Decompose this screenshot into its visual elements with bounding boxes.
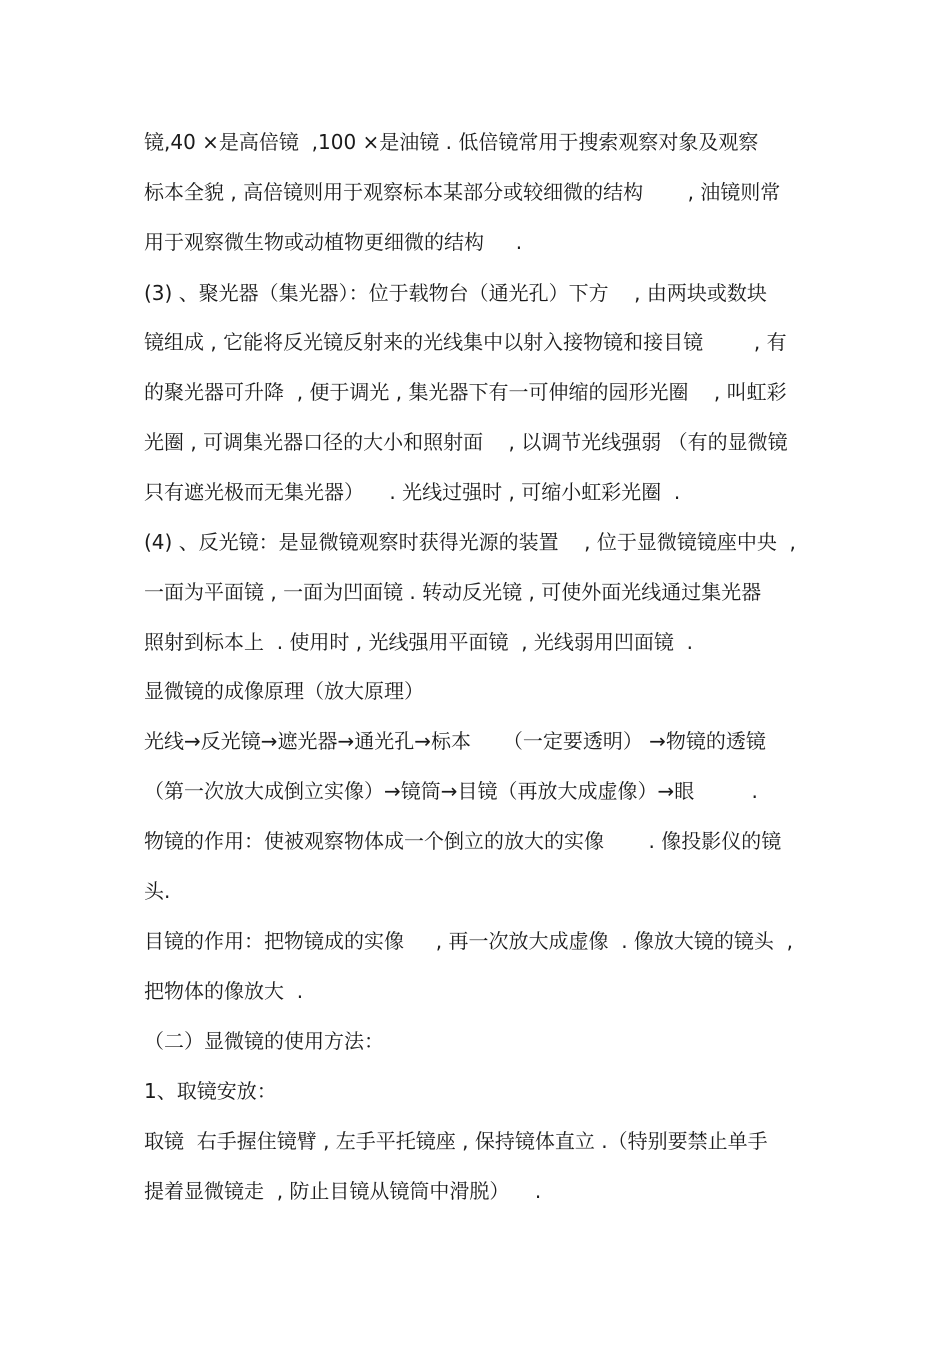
paragraph-line: 标本全貌 , 高倍镜则用于观察标本某部分或较细微的结构 , 油镜则常 [144,180,781,204]
paragraph-line: 镜,40 ×是高倍镜 ,100 ×是油镜 . 低倍镜常用于搜索观察对象及观察 [144,130,759,154]
paragraph-line: 提着显微镜走 , 防止目镜从镜筒中滑脱） . [144,1179,542,1203]
paragraph-line: 镜组成 , 它能将反光镜反射来的光线集中以射入接物镜和接目镜 , 有 [144,330,787,354]
paragraph-line: 照射到标本上 . 使用时 , 光线强用平面镜 , 光线弱用凹面镜 . [144,630,694,654]
paragraph-line: 取镜 右手握住镜臂 , 左手平托镜座 , 保持镜体直立 .（特别要禁止单手 [144,1129,768,1153]
section-heading: （二）显微镜的使用方法： [144,1029,384,1053]
paragraph-line: (4) 、反光镜：是显微镜观察时获得光源的装置 , 位于显微镜镜座中央 , [144,530,796,554]
paragraph-line: 光线→反光镜→遮光器→通光孔→标本 （一定要透明） →物镜的透镜 [144,729,766,753]
paragraph-line: (3) 、聚光器（集光器）：位于载物台（通光孔）下方 , 由两块或数块 [144,281,767,305]
paragraph-line: 的聚光器可升降 , 便于调光 , 集光器下有一可伸缩的园形光圈 , 叫虹彩 [144,380,787,404]
paragraph-line: 用于观察微生物或动植物更细微的结构 . [144,230,523,254]
paragraph-line: 光圈 , 可调集光器口径的大小和照射面 , 以调节光线强弱 （有的显微镜 [144,430,788,454]
paragraph-line: 把物体的像放大 . [144,979,304,1003]
paragraph-line: 一面为平面镜 , 一面为凹面镜 . 转动反光镜 , 可使外面光线通过集光器 [144,580,762,604]
paragraph-line: 物镜的作用：使被观察物体成一个倒立的放大的实像 . 像投影仪的镜 [144,829,782,853]
paragraph-line: 只有遮光极而无集光器） . 光线过强时 , 可缩小虹彩光圈 . [144,480,681,504]
section-heading: 1、取镜安放： [144,1079,277,1103]
paragraph-line: 目镜的作用：把物镜成的实像 , 再一次放大成虚像 . 像放大镜的镜头 , [144,929,794,953]
section-heading: 显微镜的成像原理（放大原理） [144,679,424,703]
paragraph-line: 头. [144,879,171,903]
paragraph-line: （第一次放大成倒立实像）→镜筒→目镜（再放大成虚像）→眼 . [144,779,758,803]
